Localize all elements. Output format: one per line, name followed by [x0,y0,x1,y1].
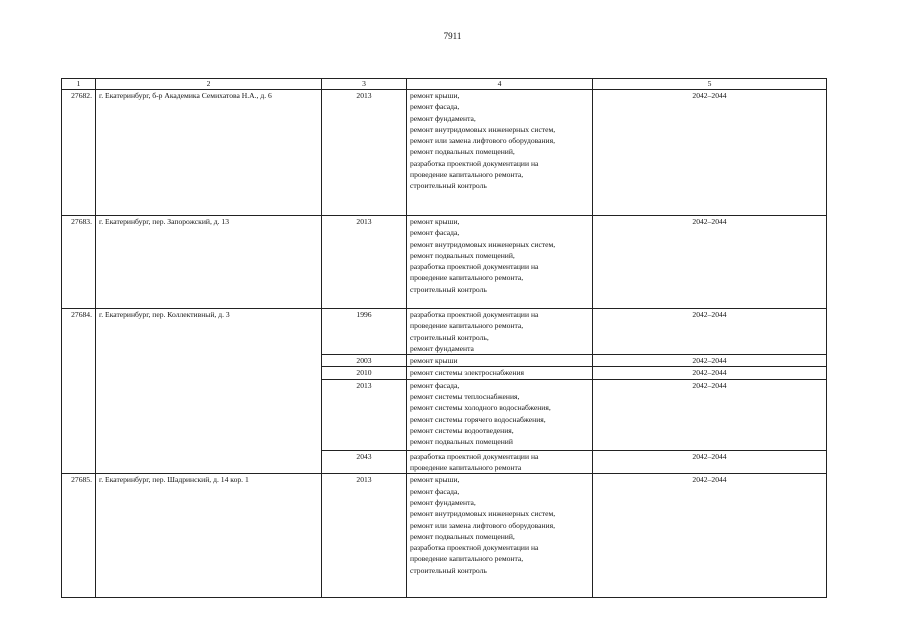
works-cell [407,355,593,367]
work-item: ремонт системы электроснабжения [410,368,525,378]
year-cell: 2013 [322,474,407,598]
work-item: ремонт фундамента, [410,113,476,123]
period-cell: 2042–2044 [593,474,827,598]
period-cell: 2042–2044 [593,450,827,474]
year-cell: 2013 [322,216,407,309]
work-item: ремонт системы горячего водоснабжения, [410,414,546,424]
work-item: ремонт крыши, [410,91,460,100]
work-item: разработка проектной документации на [410,262,539,272]
work-item: строительный контроль [410,565,487,575]
period-cell: 2042–2044 [593,90,827,216]
work-item: ремонт фасада, [410,486,460,496]
record-number: 27685. [62,474,96,598]
works-cell [407,90,593,216]
period-cell: 2042–2044 [593,379,827,450]
work-item: проведение капитального ремонта, [410,170,524,180]
table-row [62,90,827,216]
work-item: ремонт крыши, [410,217,460,226]
year-cell: 2013 [322,90,407,216]
work-item: строительный контроль [410,181,487,191]
work-item: строительный контроль [410,284,487,294]
year-cell: 2013 [322,379,407,450]
address-cell: г. Екатеринбург, пер. Запорожский, д. 13 [96,216,322,309]
work-item: ремонт крыши [410,356,458,366]
work-item: ремонт подвальных помещений, [410,531,515,541]
address-cell: г. Екатеринбург, пер. Шадринский, д. 14 кор. 1 [96,474,322,598]
page-number: 7911 [443,31,462,41]
work-item: ремонт или замена лифтового оборудования, [410,520,555,530]
work-item: строительный контроль, [410,332,489,342]
work-item: ремонт фундамента [410,343,474,353]
works-cell [407,309,593,355]
works-cell [407,216,593,309]
record-number: 27682. [62,90,96,216]
address-cell: г. Екатеринбург, б-р Академика Семихатова Н.А., д. 6 [96,90,322,216]
work-item: разработка проектной документации на [410,310,539,319]
table-row [62,216,827,309]
period-cell: 2042–2044 [593,355,827,367]
year-cell: 1996 [322,309,407,355]
repair-schedule-table [61,78,827,598]
address-cell: г. Екатеринбург, пер. Коллективный, д. 3 [96,309,322,474]
work-item: ремонт подвальных помещений [410,437,513,447]
work-item: ремонт внутридомовых инженерных систем, [410,239,556,249]
works-cell [407,379,593,450]
column-header: 4 [407,79,593,90]
work-item: разработка проектной документации на [410,451,539,461]
work-item: ремонт системы холодного водоснабжения, [410,403,551,413]
period-cell: 2042–2044 [593,309,827,355]
column-header: 5 [593,79,827,90]
column-header: 3 [322,79,407,90]
work-item: проведение капитального ремонта, [410,273,524,283]
work-item: разработка проектной документации на [410,158,539,168]
work-item: ремонт внутридомовых инженерных систем, [410,509,556,519]
works-cell [407,367,593,379]
work-item: проведение капитального ремонта [410,463,522,473]
year-cell: 2043 [322,450,407,474]
work-item: ремонт фундамента, [410,497,476,507]
work-item: ремонт подвальных помещений, [410,147,515,157]
column-header: 1 [62,79,96,90]
work-item: ремонт фасада, [410,102,460,112]
works-cell [407,450,593,474]
year-cell: 2003 [322,355,407,367]
column-header: 2 [96,79,322,90]
work-item: ремонт системы водоотведения, [410,425,514,435]
works-cell [407,474,593,598]
work-item: разработка проектной документации на [410,543,539,553]
work-item: ремонт крыши, [410,475,460,485]
work-item: ремонт подвальных помещений, [410,250,515,260]
work-item: ремонт внутридомовых инженерных систем, [410,124,556,134]
work-item: ремонт системы теплоснабжения, [410,392,520,402]
period-cell: 2042–2044 [593,216,827,309]
record-number: 27683. [62,216,96,309]
year-cell: 2010 [322,367,407,379]
table-row [62,309,827,355]
work-item: ремонт фасада, [410,228,460,238]
column-header-row [62,79,827,90]
work-item: ремонт или замена лифтового оборудования, [410,136,555,146]
work-item: проведение капитального ремонта, [410,321,524,331]
record-number: 27684. [62,309,96,474]
table-row [62,474,827,598]
period-cell: 2042–2044 [593,367,827,379]
work-item: проведение капитального ремонта, [410,554,524,564]
work-item: ремонт фасада, [410,380,460,390]
